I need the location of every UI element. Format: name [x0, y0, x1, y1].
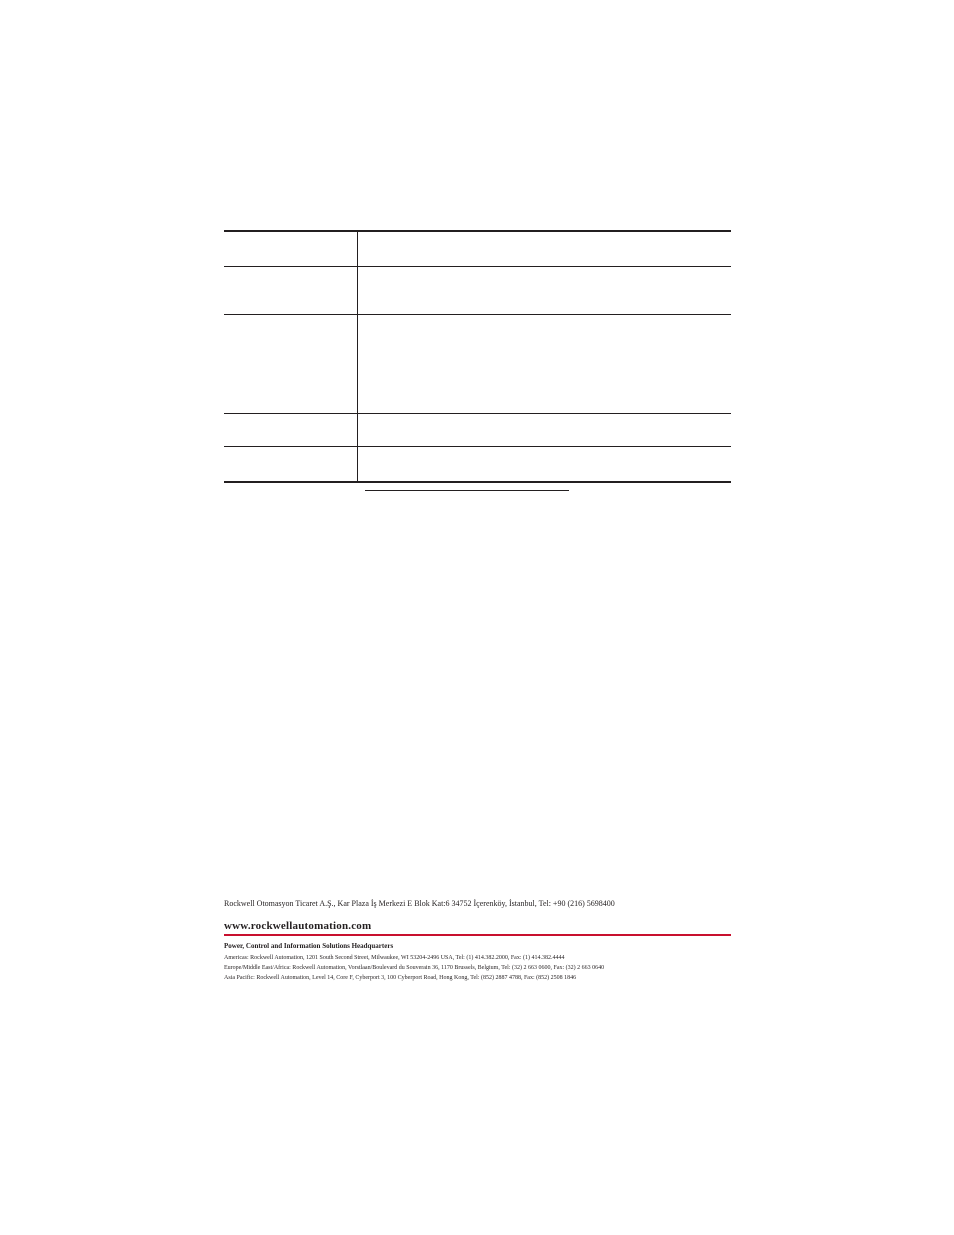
table-row-divider: [224, 413, 731, 414]
table-row-divider: [224, 314, 731, 315]
table-row-divider: [224, 266, 731, 267]
headquarters-emea: Europe/Middle East/Africa: Rockwell Automation, Vorstlaan/Boulevard du Souverain 36, 1170 Brussels, Belgium, Tel: (32) 2 663 0600, Fax: (32) 2 663 0640: [224, 965, 605, 971]
footer-red-rule: [224, 934, 731, 936]
turkey-office-address: Rockwell Otomasyon Ticaret A.Ş., Kar Plaza İş Merkezi E Blok Kat:6 34752 İçerenköy, İstanbul, Tel: +90 (216) 5698400: [224, 899, 615, 908]
support-table: [224, 230, 731, 483]
table-top-rule: [224, 230, 731, 232]
website-link[interactable]: www.rockwellautomation.com: [224, 920, 372, 932]
headquarters-americas: Americas: Rockwell Automation, 1201 South Second Street, Milwaukee, WI 53204-2496 USA, Tel: (1) 414.382.2000, Fax: (1) 414.382.4444: [224, 955, 565, 961]
headquarters-title: Power, Control and Information Solutions Headquarters: [224, 942, 394, 950]
link-underline: [365, 490, 569, 491]
table-row-divider: [224, 446, 731, 447]
headquarters-asia-pacific: Asia Pacific: Rockwell Automation, Level 14, Core F, Cyberport 3, 100 Cyberport Road, Hong Kong, Tel: (852) 2887 4788, Fax: (852) 2508 1846: [224, 975, 577, 981]
table-bottom-rule: [224, 481, 731, 483]
table-column-divider: [357, 230, 358, 482]
